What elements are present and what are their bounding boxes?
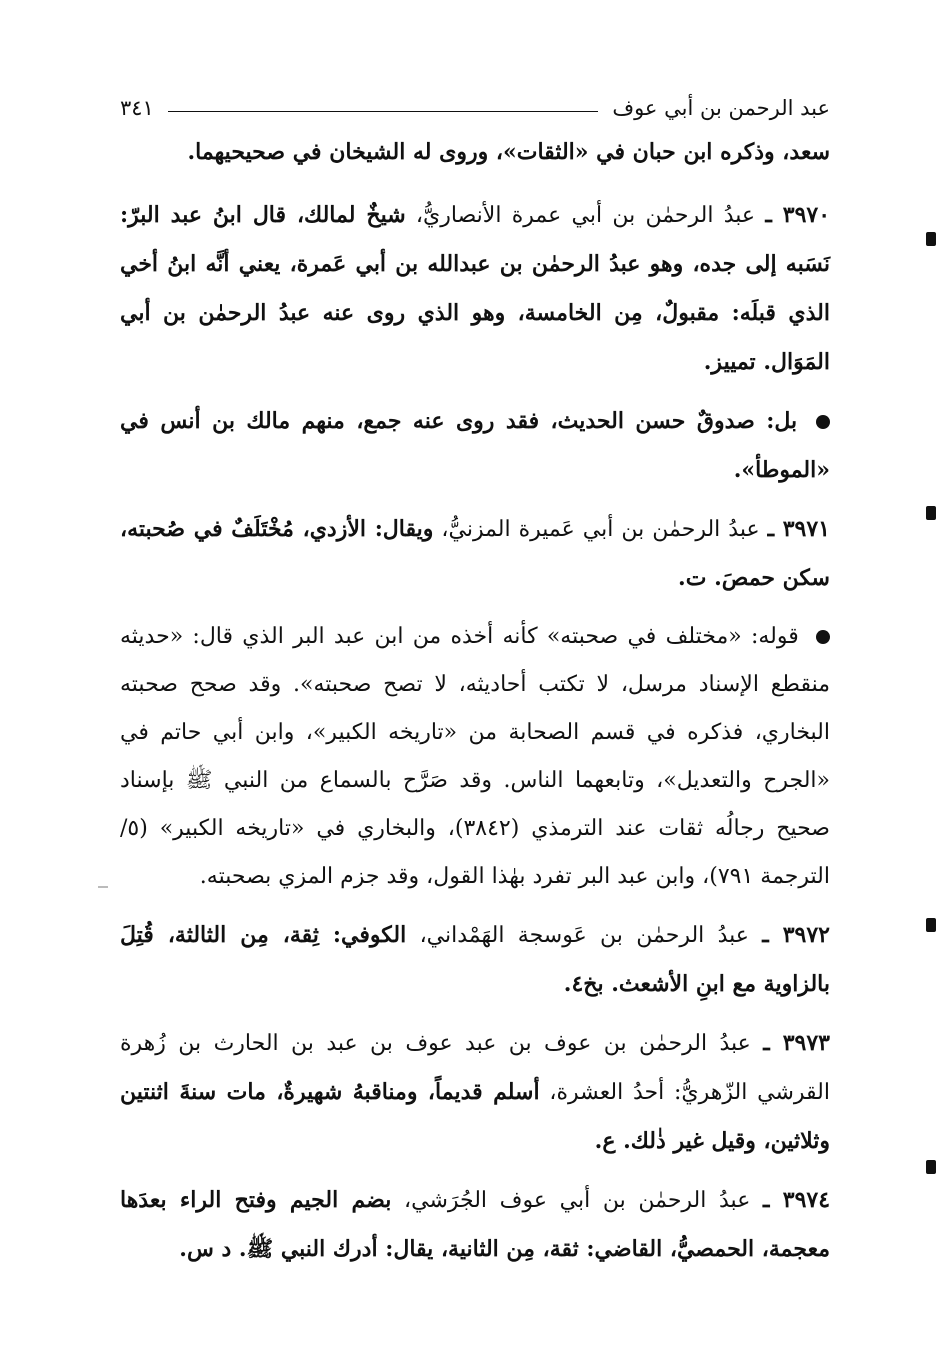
note-text: قوله: «مختلف في صحبته» كأنه أخذه من ابن عبد البر الذي قال: «حديثه منقطع الإسناد مرسل، لا تكتب أحاديثه، لا تصح صحبته». وقد صحح صحبته البخاري، فذكره في قسم الصحابة من «تاريخه الكبير»، وابن أبي حاتم في «الجرح والتعديل»، وتابعهما الناس. وقد صَرَّح بالسماع من النبي ﷺ بإسناد صحيح رجالُه ثقات عند الترمذي (٣٨٤٢)، والبخاري في «تاريخه الكبير» (٥/ الترجمة ٧٩١)، وابن عبد البر تفرد بهٰذا القول، وقد جزم المزي بصحبته. <box>120 624 830 889</box>
continuation-text: سعد، وذكره ابن حبان في «الثقات»، وروى له الشيخان في صحيحيهما. <box>187 139 830 165</box>
running-head-title: عبد الرحمن بن أبي عوف <box>612 96 830 120</box>
margin-mark <box>926 232 936 246</box>
entry-number: ٣٩٧١ ـ <box>767 516 830 542</box>
entry-3974 <box>120 1176 830 1274</box>
continuation-paragraph <box>120 128 830 177</box>
entry-3973 <box>120 1019 830 1166</box>
entry-name: عبدُ الرحمٰن بن عوف بن عبد عوف بن عبد بن الحارث بن زُهرة القرشي الزّهريُّ: أحدُ العشرة، <box>120 1031 830 1105</box>
note-paragraph <box>120 613 830 901</box>
running-head <box>120 88 830 128</box>
entry-number: ٣٩٧٣ ـ <box>763 1030 830 1056</box>
entry-3972 <box>120 911 830 1009</box>
entry-description: شيخٌ لمالك، قال ابنُ عبد البرّ: نَسَبه إلى جده، وهو عبدُ الرحمٰن بن عبدالله بن أبي عَمرة، يعني أنَّه ابنُ أخي الذي قبلَه: مقبولٌ، مِن الخامسة، وهو الذي روى عنه عبدُ الرحمٰن بن أبي المَوَال. تمييز. <box>120 202 830 375</box>
main-text <box>120 128 830 1274</box>
entry-number: ٣٩٧٢ ـ <box>762 922 830 948</box>
bullet-icon <box>816 630 830 644</box>
margin-mark <box>926 506 936 520</box>
entry-description: بضم الجيم وفتح الراء بعدَها معجمة، الحمصيُّ، القاضي: ثقة، مِن الثانية، يقال: أدرك النبي ﷺ. د س. <box>120 1187 830 1262</box>
note-text: بل: صدوقٌ حسن الحديث، فقد روى عنه جمع، منهم مالك بن أنس في «الموطأ». <box>120 408 830 483</box>
header-rule <box>168 111 598 112</box>
entry-name: عبدُ الرحمٰن بن أبي عَميرة المزنيُّ، <box>441 517 760 542</box>
entry-name: عبدُ الرحمٰن بن أبي عمرة الأنصاريُّ، <box>415 203 756 228</box>
entry-description: أسلم قديماً، ومناقبهُ شهيرةٌ، مات سنةَ اثنتين وثلاثين، وقيل غير ذٰلك. ع. <box>120 1079 830 1154</box>
page-number: ٣٤١ <box>120 96 154 120</box>
margin-mark <box>926 1160 936 1174</box>
margin-mark <box>926 918 936 932</box>
entry-name: عبدُ الرحمٰن بن عَوسجة الهَمْداني، <box>419 923 749 948</box>
entry-description: ويقال: الأزدي، مُخْتَلَفٌ في صُحبته، سكن حمصَ. ت. <box>120 516 830 591</box>
entry-number: ٣٩٧٤ ـ <box>762 1187 831 1213</box>
entry-3970 <box>120 191 830 387</box>
entry-description: الكوفي: ثِقة، مِن الثالثة، قُتِلَ بالزاوية مع ابنِ الأشعث. بخ٤. <box>120 922 830 997</box>
entry-name: عبدُ الرحمٰن بن أبي عوف الجُرَشي، <box>404 1188 751 1213</box>
scan-speck <box>98 886 108 888</box>
note-paragraph <box>120 397 830 495</box>
entry-number: ٣٩٧٠ ـ <box>765 202 831 228</box>
bullet-icon <box>816 415 830 429</box>
entry-3971 <box>120 505 830 603</box>
book-page <box>120 88 830 1319</box>
